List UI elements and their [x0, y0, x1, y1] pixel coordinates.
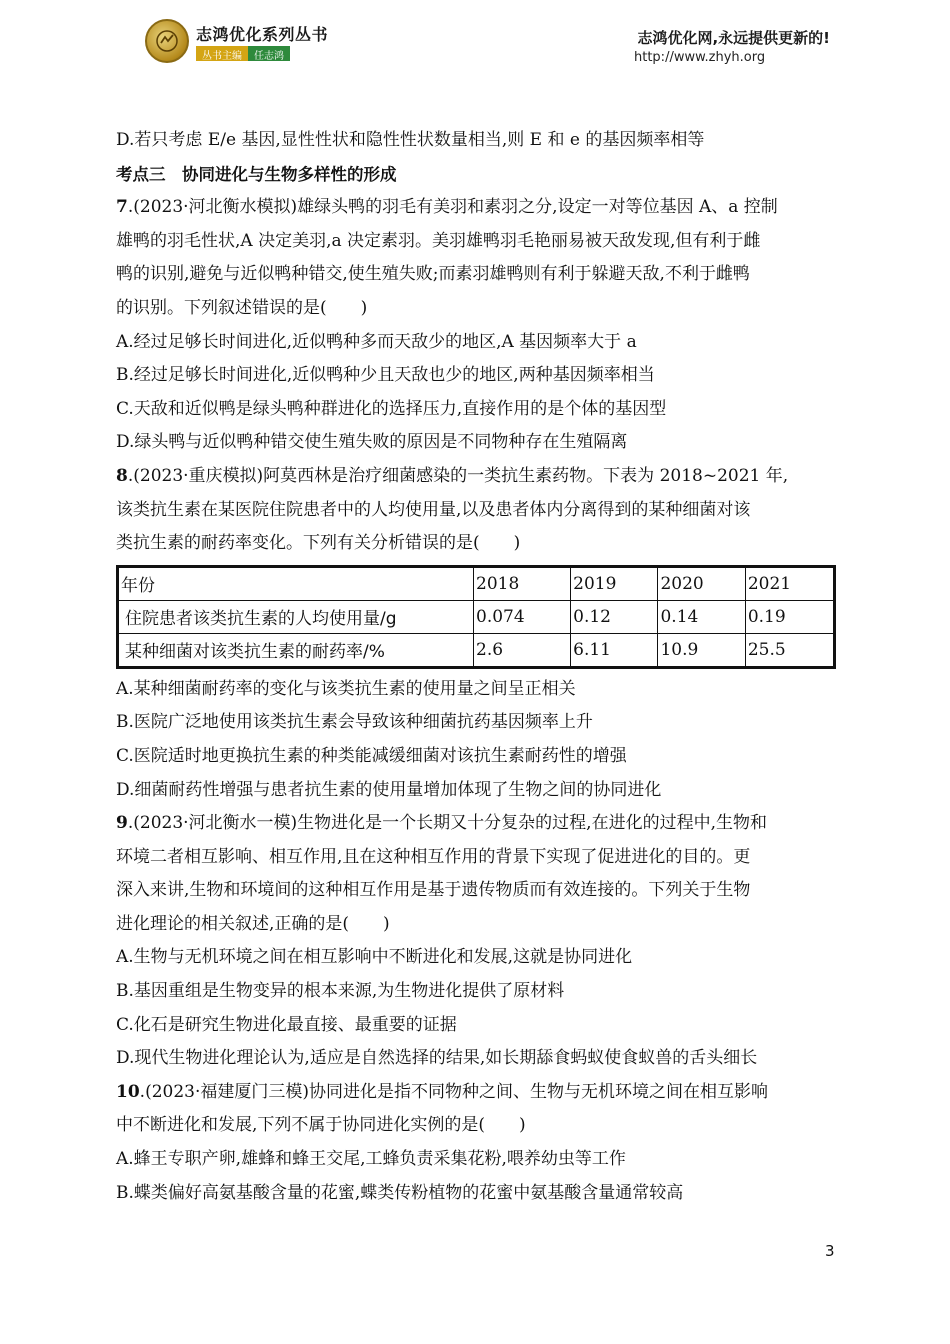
editor-bar [196, 46, 290, 61]
table-cell: 0.074 [474, 600, 571, 633]
publisher-logo [145, 19, 189, 63]
resistance-table [116, 565, 836, 669]
q8-stem-line [116, 460, 836, 494]
q10-text: .(2023·福建厦门三模)协同进化是指不同物种之间、生物与无机环境之间在相互影响 [139, 1081, 769, 1102]
editor-label: 丛书主编 [196, 46, 248, 61]
q9-option-b: B.基因重组是生物变异的根本来源,为生物进化提供了原材料 [116, 981, 565, 1002]
table-cell: 0.12 [571, 600, 658, 633]
q10-stem-line [116, 1076, 836, 1110]
table-cell: 25.5 [745, 633, 834, 667]
q9-option-c: C.化石是研究生物进化最直接、最重要的证据 [116, 1014, 457, 1035]
q8-stem-line: 该类抗生素在某医院住院患者中的人均使用量,以及患者体内分离得到的某种细菌对该 [116, 499, 751, 520]
table-cell: 10.9 [658, 633, 745, 667]
q10-stem-line: 中不断进化和发展,下列不属于协同进化实例的是( ) [116, 1115, 526, 1136]
table-cell: 0.14 [658, 600, 745, 633]
q7-option-c: C.天敌和近似鸭是绿头鸭种群进化的选择压力,直接作用的是个体的基因型 [116, 398, 667, 419]
table-cell: 0.19 [745, 600, 834, 633]
q7-stem-line: 鸭的识别,避免与近似鸭种错交,使生殖失败;而素羽雄鸭则有利于躲避天敌,不利于雌鸭 [116, 264, 750, 285]
page-header [0, 0, 950, 90]
series-title: 志鸿优化系列丛书 [196, 25, 329, 44]
q9-number: 9 [116, 813, 128, 834]
q8-number: 8 [116, 465, 128, 486]
q7-stem-line [116, 191, 836, 225]
logo-emblem-icon [155, 29, 179, 53]
table-cell: 2018 [474, 566, 571, 600]
q8-stem-line: 类抗生素的耐药率变化。下列有关分析错误的是( ) [116, 533, 521, 554]
table-row [118, 600, 835, 633]
q9-stem-line: 环境二者相互影响、相互作用,且在这种相互作用的背景下实现了促进进化的目的。更 [116, 846, 751, 867]
q10-number: 10 [116, 1081, 140, 1102]
q10-option-b: B.蝶类偏好高氨基酸含量的花蜜,蝶类传粉植物的花蜜中氨基酸含量通常较高 [116, 1182, 684, 1203]
page-content [116, 124, 836, 1210]
q8-option-a: A.某种细菌耐药率的变化与该类抗生素的使用量之间呈正相关 [116, 678, 576, 699]
page-number: 3 [825, 1242, 835, 1260]
header-slogan: 志鸿优化网,永远提供更新的! [637, 29, 830, 47]
q9-option-a: A.生物与无机环境之间在相互影响中不断进化和发展,这就是协同进化 [116, 947, 633, 968]
table-cell: 6.11 [571, 633, 658, 667]
q8-text: .(2023·重庆模拟)阿莫西林是治疗细菌感染的一类抗生素药物。下表为 2018~2021 年, [127, 465, 789, 486]
q7-option-b: B.经过足够长时间进化,近似鸭种少且天敌也少的地区,两种基因频率相当 [116, 365, 655, 386]
table-cell: 某种细菌对该类抗生素的耐药率/% [118, 633, 474, 667]
header-url: http://www.zhyh.org [634, 50, 766, 65]
table-cell: 年份 [118, 566, 474, 600]
q9-stem-line: 深入来讲,生物和环境间的这种相互作用是基于遗传物质而有效连接的。下列关于生物 [116, 880, 751, 901]
q7-text: .(2023·河北衡水模拟)雄绿头鸭的羽毛有美羽和素羽之分,设定一对等位基因 A、a 控制 [127, 197, 778, 218]
q8-option-c: C.医院适时地更换抗生素的种类能减缓细菌对该抗生素耐药性的增强 [116, 745, 627, 766]
table-cell: 2.6 [474, 633, 571, 667]
q9-stem-line [116, 807, 836, 841]
table-cell: 2021 [745, 566, 834, 600]
q8-option-d: D.细菌耐药性增强与患者抗生素的使用量增加体现了生物之间的协同进化 [116, 779, 662, 800]
table-row [118, 566, 835, 600]
table-row [118, 633, 835, 667]
q7-option-d: D.绿头鸭与近似鸭种错交使生殖失败的原因是不同物种存在生殖隔离 [116, 432, 628, 453]
q7-stem-line: 的识别。下列叙述错误的是( ) [116, 297, 368, 318]
section-heading: 考点三 协同进化与生物多样性的形成 [116, 164, 397, 184]
q9-option-d: D.现代生物进化理论认为,适应是自然选择的结果,如长期舔食蚂蚁使食蚁兽的舌头细长 [116, 1048, 758, 1069]
table-cell: 2019 [571, 566, 658, 600]
table-cell: 2020 [658, 566, 745, 600]
editor-name: 任志鸿 [248, 46, 290, 61]
q7-stem-line: 雄鸭的羽毛性状,A 决定美羽,a 决定素羽。美羽雄鸭羽毛艳丽易被天敌发现,但有利于雌 [116, 230, 761, 251]
q10-option-a: A.蜂王专职产卵,雄蜂和蜂王交尾,工蜂负责采集花粉,喂养幼虫等工作 [116, 1149, 626, 1170]
q8-option-b: B.医院广泛地使用该类抗生素会导致该种细菌抗药基因频率上升 [116, 712, 593, 733]
q6-option-d: D.若只考虑 E/e 基因,显性性状和隐性性状数量相当,则 E 和 e 的基因频率相等 [116, 130, 705, 150]
q9-text: .(2023·河北衡水一模)生物进化是一个长期又十分复杂的过程,在进化的过程中,生物和 [127, 813, 767, 834]
q9-stem-line: 进化理论的相关叙述,正确的是( ) [116, 913, 390, 934]
q7-option-a: A.经过足够长时间进化,近似鸭种多而天敌少的地区,A 基因频率大于 a [116, 331, 637, 352]
q7-number: 7 [116, 197, 128, 218]
table-cell: 住院患者该类抗生素的人均使用量/g [118, 600, 474, 633]
